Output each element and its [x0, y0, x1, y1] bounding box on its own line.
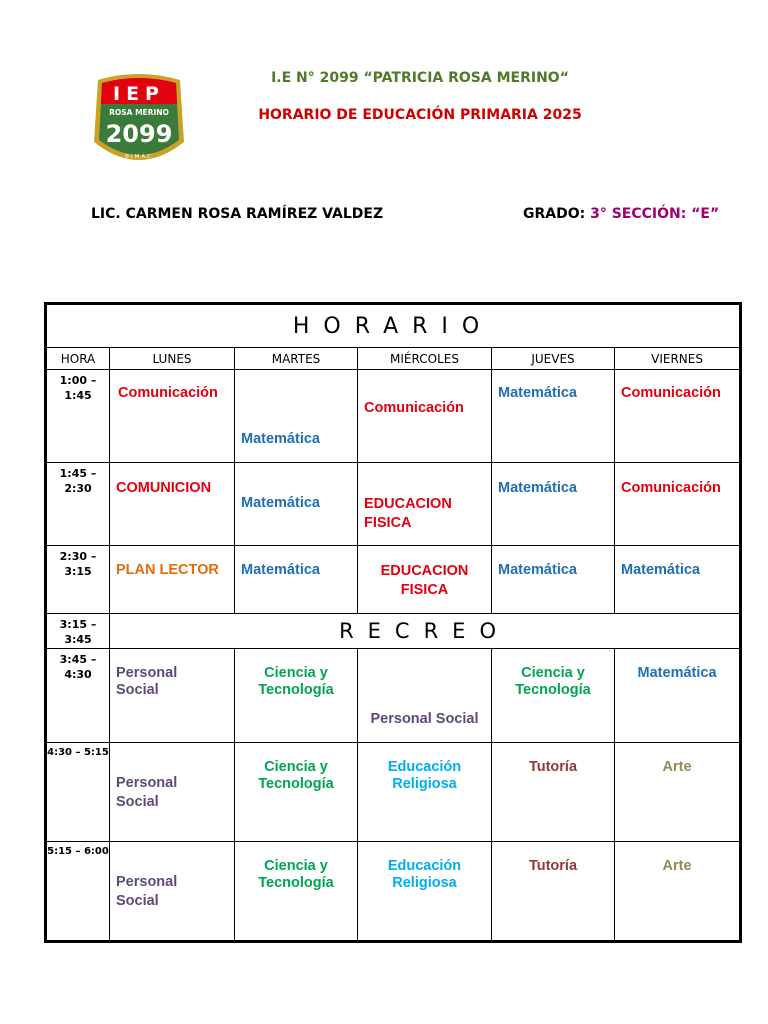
schedule-table — [44, 302, 742, 943]
table-title: HORARIO — [46, 304, 741, 348]
subject-label: Personal Social — [116, 664, 178, 698]
subject-label: Tutoría — [528, 857, 578, 874]
subject-label: Arte — [662, 857, 692, 874]
schedule-cell — [235, 648, 358, 742]
column-header-viernes: VIERNES — [615, 348, 741, 370]
column-header-lunes: LUNES — [110, 348, 235, 370]
subject-label: Educación Religiosa — [387, 857, 462, 891]
schedule-cell — [110, 546, 235, 614]
time-slot: 5:15 – 6:00 — [46, 841, 110, 941]
teacher-name: LIC. CARMEN ROSA RAMÍREZ VALDEZ — [91, 206, 384, 222]
subject-label: Tutoría — [528, 758, 578, 775]
schedule-cell — [615, 841, 741, 941]
schedule-cell — [615, 370, 741, 463]
time-slot: 4:30 – 5:15 — [46, 742, 110, 841]
subject-label: Matemática — [498, 562, 577, 579]
table-row — [46, 648, 741, 742]
schedule-cell — [492, 370, 615, 463]
schedule-cell — [235, 463, 358, 546]
schedule-cell — [110, 463, 235, 546]
schedule-cell — [615, 546, 741, 614]
column-header-miercoles: MIÉRCOLES — [358, 348, 492, 370]
subject-label: Matemática — [498, 480, 577, 497]
schedule-cell — [615, 742, 741, 841]
subject-label: EDUCACION FISICA — [380, 563, 469, 599]
subject-label: Personal Social — [116, 774, 178, 810]
schedule-cell — [110, 742, 235, 841]
subject-label: Comunicación — [621, 480, 721, 497]
school-name: I.E N° 2099 “PATRICIA ROSA MERINO“ — [271, 70, 569, 86]
svg-text:ROSA MERINO: ROSA MERINO — [109, 108, 169, 117]
subject-label: Matemática — [621, 562, 700, 579]
grade-section — [523, 206, 719, 222]
table-row — [46, 742, 741, 841]
time-slot: 1:45 – 2:30 — [46, 463, 110, 546]
column-header-martes: MARTES — [235, 348, 358, 370]
schedule-cell — [358, 463, 492, 546]
grade-value: 3° SECCIÓN: “E” — [590, 206, 720, 222]
schedule-cell — [235, 841, 358, 941]
subject-label: Personal Social — [116, 873, 178, 909]
subject-label: PLAN LECTOR — [116, 562, 219, 579]
subject-label: Personal Social — [370, 710, 479, 727]
table-row — [46, 546, 741, 614]
svg-text:IEP: IEP — [113, 83, 165, 105]
subject-label: Arte — [662, 758, 692, 775]
schedule-cell — [358, 648, 492, 742]
schedule-cell — [492, 841, 615, 941]
schedule-cell — [615, 648, 741, 742]
subject-label: Comunicación — [621, 385, 721, 402]
recess-label: RECREO — [110, 614, 741, 648]
svg-text:BIMAC: BIMAC — [125, 154, 153, 160]
subject-label: Ciencia y Tecnología — [515, 664, 591, 698]
subject-label: Matemática — [637, 664, 717, 681]
schedule-cell — [110, 841, 235, 941]
subject-label: Educación Religiosa — [387, 758, 462, 792]
schedule-cell — [358, 742, 492, 841]
subject-label: Matemática — [241, 562, 320, 579]
subject-label: Comunicación — [364, 400, 464, 417]
subject-label: Matemática — [241, 495, 320, 512]
subject-label: Matemática — [241, 431, 320, 448]
schedule-cell — [358, 841, 492, 941]
schedule-cell — [492, 546, 615, 614]
schedule-cell — [615, 463, 741, 546]
subject-label: Matemática — [498, 385, 577, 402]
schedule-cell — [110, 370, 235, 463]
subject-label: EDUCACION FISICA — [364, 496, 452, 532]
grade-label: GRADO: — [523, 206, 591, 222]
time-slot: 3:45 – 4:30 — [46, 648, 110, 742]
time-slot: 1:00 – 1:45 — [46, 370, 110, 463]
schedule-title: HORARIO DE EDUCACIÓN PRIMARIA 2025 — [258, 107, 582, 123]
schedule-cell — [358, 546, 492, 614]
column-header-jueves: JUEVES — [492, 348, 615, 370]
subject-label: Ciencia y Tecnología — [258, 857, 334, 891]
table-row — [46, 841, 741, 941]
subject-label: Comunicación — [118, 385, 218, 402]
subject-label: COMUNICION — [116, 480, 212, 497]
column-header-hora: HORA — [46, 348, 110, 370]
schedule-cell — [235, 370, 358, 463]
table-row — [46, 614, 741, 648]
time-slot: 2:30 – 3:15 — [46, 546, 110, 614]
schedule-cell — [110, 648, 235, 742]
svg-text:2099: 2099 — [105, 120, 173, 148]
schedule-cell — [235, 546, 358, 614]
table-row — [46, 463, 741, 546]
table-row — [46, 370, 741, 463]
schedule-cell — [358, 370, 492, 463]
schedule-cell — [235, 742, 358, 841]
subject-label: Ciencia y Tecnología — [258, 664, 334, 698]
schedule-cell — [492, 463, 615, 546]
time-slot: 3:15 – 3:45 — [46, 614, 110, 648]
schedule-cell — [492, 648, 615, 742]
school-logo — [92, 70, 186, 170]
subject-label: Ciencia y Tecnología — [258, 758, 334, 792]
schedule-cell — [492, 742, 615, 841]
